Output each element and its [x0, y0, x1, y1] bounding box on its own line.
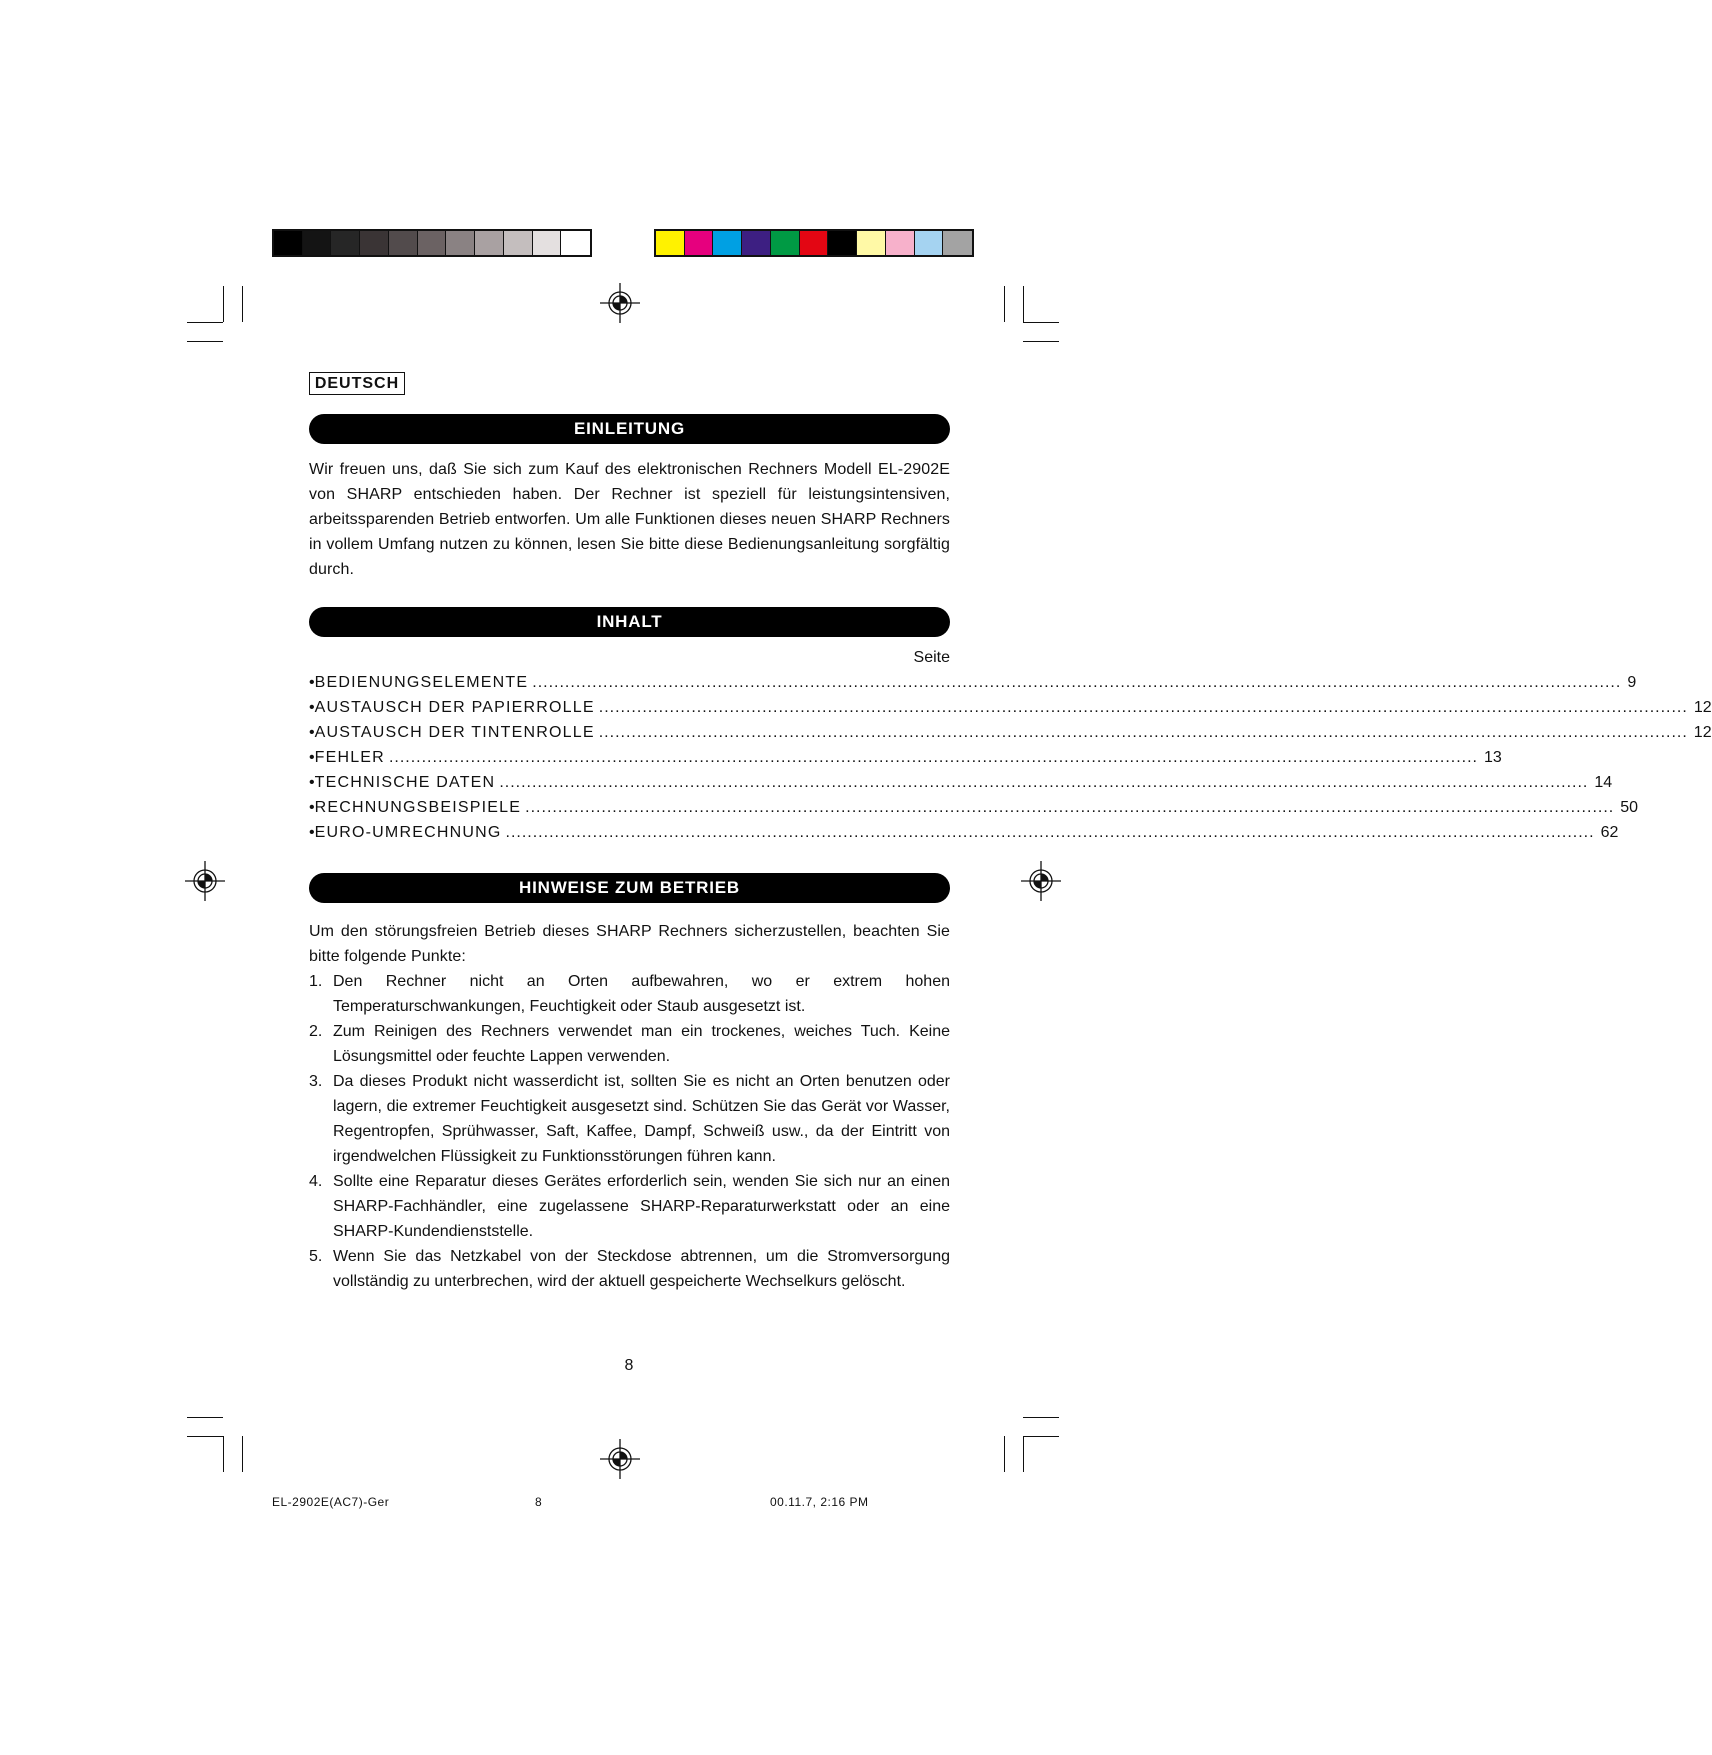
toc-entry-label: TECHNISCHE DATEN	[314, 774, 496, 791]
toc-entry-page: 13	[1484, 749, 1502, 766]
toc-entry-label: AUSTAUSCH DER TINTENROLLE	[314, 724, 595, 741]
crop-mark	[1023, 322, 1059, 323]
color-swatch	[943, 231, 972, 255]
crop-mark	[187, 1436, 223, 1437]
crop-mark	[187, 341, 223, 342]
list-item-text: Wenn Sie das Netzkabel von der Steckdose abtrennen, um die Stromversorgung vollständig zu unterbrechen, wird der aktuell gespeicherte Wechselkurs gelöscht.	[333, 1248, 950, 1290]
notes-list	[309, 969, 950, 1294]
crop-mark	[223, 1436, 224, 1472]
gray-swatch	[331, 231, 360, 255]
color-swatch	[828, 231, 857, 255]
notes-heading: HINWEISE ZUM BETRIEB	[309, 873, 950, 903]
gray-swatch	[303, 231, 332, 255]
crop-mark	[1023, 1436, 1059, 1437]
crop-mark	[1023, 1436, 1024, 1472]
toc-row	[309, 699, 1712, 724]
notes-intro: Um den störungsfreien Betrieb dieses SHARP Rechners sicherzustellen, beachten Sie bitte folgende Punkte:	[309, 923, 950, 965]
toc-page-column-header: Seite	[913, 649, 950, 666]
list-item-text: Zum Reinigen des Rechners verwendet man ein trockenes, weiches Tuch. Keine Lösungsmittel oder feuchte Lappen verwenden.	[333, 1023, 950, 1065]
toc-entry-page: 9	[1627, 674, 1637, 691]
toc-entry-page: 50	[1620, 799, 1639, 816]
toc-leader-dots: ........................................................................................................................................................................................................	[388, 749, 1478, 766]
page-number: 8	[624, 1357, 634, 1374]
bullet: •	[309, 824, 315, 841]
list-item-text: Da dieses Produkt nicht wasserdicht ist, sollten Sie es nicht an Orten benutzen oder lagern, die extremer Feuchtigkeit ausgesetzt sind. Schützen Sie das Gerät vor Wasser, Regentropfen, Sprühwasser, Saft, Kaffee, Dampf, Schweiß usw., da der Eintritt von irgendwelchen Flüssigkeit zu Funktionsstörungen führen kann.	[333, 1073, 950, 1165]
list-item	[309, 1019, 950, 1069]
toc-leader-dots: ........................................................................................................................................................................................................	[505, 824, 1595, 841]
toc-entry-label: FEHLER	[314, 749, 385, 766]
toc-row	[309, 774, 1613, 799]
gray-swatch	[446, 231, 475, 255]
toc-entry-label: EURO-UMRECHNUNG	[314, 824, 502, 841]
crop-mark	[187, 322, 223, 323]
crop-mark	[1023, 1417, 1059, 1418]
list-item	[309, 969, 950, 1019]
registration-mark-icon	[1021, 861, 1061, 901]
registration-mark-icon	[185, 861, 225, 901]
toc-entry-page: 12	[1693, 699, 1712, 716]
list-item-number: 2.	[309, 1023, 323, 1040]
color-swatch	[800, 231, 829, 255]
toc-entry-page: 12	[1693, 724, 1712, 741]
crop-mark	[242, 286, 243, 322]
footer-page: 8	[535, 1495, 543, 1509]
bullet: •	[309, 674, 315, 691]
intro-paragraph: Wir freuen uns, daß Sie sich zum Kauf des elektronischen Rechners Modell EL-2902E von SHARP entschieden haben. Der Rechner ist speziell für leistungsintensiven, arbeitssparenden Betrieb entworfen. Um alle Funktionen dieses neuen SHARP Rechners in vollem Umfang nutzen zu können, lesen Sie bitte diese Bedienungsanleitung sorgfältig durch.	[309, 461, 950, 578]
list-item	[309, 1244, 950, 1294]
crop-mark	[223, 286, 224, 322]
gray-swatch	[274, 231, 303, 255]
list-item-number: 4.	[309, 1173, 323, 1190]
gray-swatch	[561, 231, 590, 255]
toc-entry-page: 14	[1594, 774, 1613, 791]
toc-leader-dots: ........................................................................................................................................................................................................	[598, 724, 1688, 741]
toc-entry-label: RECHNUNGSBEISPIELE	[314, 799, 522, 816]
footer-filename: EL-2902E(AC7)-Ger	[272, 1495, 390, 1509]
gray-swatch	[504, 231, 533, 255]
gray-swatch	[533, 231, 562, 255]
crop-mark	[1023, 341, 1059, 342]
toc-entry-page: 62	[1600, 824, 1619, 841]
language-label: DEUTSCH	[309, 372, 405, 395]
toc-leader-dots: ........................................................................................................................................................................................................	[532, 674, 1622, 691]
crop-mark	[1004, 286, 1005, 322]
toc-row	[309, 824, 1619, 849]
crop-mark	[187, 1417, 223, 1418]
gray-swatch	[475, 231, 504, 255]
gray-swatch	[418, 231, 447, 255]
color-swatch	[857, 231, 886, 255]
toc-row	[309, 724, 1712, 749]
color-swatch	[742, 231, 771, 255]
toc-entry-label: BEDIENUNGSELEMENTE	[314, 674, 529, 691]
registration-mark-icon	[600, 1439, 640, 1479]
bullet: •	[309, 774, 315, 791]
list-item-number: 5.	[309, 1248, 323, 1265]
toc-heading: INHALT	[309, 607, 950, 637]
toc-leader-dots: ........................................................................................................................................................................................................	[525, 799, 1615, 816]
gray-swatch	[389, 231, 418, 255]
bullet: •	[309, 699, 315, 716]
list-item-number: 3.	[309, 1073, 323, 1090]
color-swatch	[713, 231, 742, 255]
list-item	[309, 1069, 950, 1169]
list-item-number: 1.	[309, 973, 323, 990]
color-swatch	[886, 231, 915, 255]
list-item	[309, 1169, 950, 1244]
table-of-contents	[309, 674, 1712, 849]
grayscale-calibration-bar	[272, 229, 592, 257]
bullet: •	[309, 799, 315, 816]
toc-entry-label: AUSTAUSCH DER PAPIERROLLE	[314, 699, 595, 716]
intro-heading: EINLEITUNG	[309, 414, 950, 444]
list-item-text: Den Rechner nicht an Orten aufbewahren, wo er extrem hohen Temperaturschwankungen, Feuchtigkeit oder Staub ausgesetzt ist.	[333, 973, 950, 1015]
registration-mark-icon	[600, 283, 640, 323]
footer-timestamp: 00.11.7, 2:16 PM	[770, 1495, 869, 1509]
toc-leader-dots: ........................................................................................................................................................................................................	[499, 774, 1589, 791]
toc-leader-dots: ........................................................................................................................................................................................................	[598, 699, 1688, 716]
color-calibration-bar	[654, 229, 974, 257]
list-item-text: Sollte eine Reparatur dieses Gerätes erforderlich sein, wenden Sie sich nur an einen SHARP-Fachhändler, eine zugelassene SHARP-Reparaturwerkstatt oder an eine SHARP-Kundendienststelle.	[333, 1173, 950, 1240]
gray-swatch	[360, 231, 389, 255]
crop-mark	[1023, 286, 1024, 322]
crop-mark	[242, 1436, 243, 1472]
toc-row	[309, 749, 1502, 774]
color-swatch	[915, 231, 944, 255]
toc-row	[309, 799, 1639, 824]
bullet: •	[309, 749, 315, 766]
crop-mark	[1004, 1436, 1005, 1472]
color-swatch	[685, 231, 714, 255]
toc-row	[309, 674, 1637, 699]
color-swatch	[656, 231, 685, 255]
bullet: •	[309, 724, 315, 741]
color-swatch	[771, 231, 800, 255]
